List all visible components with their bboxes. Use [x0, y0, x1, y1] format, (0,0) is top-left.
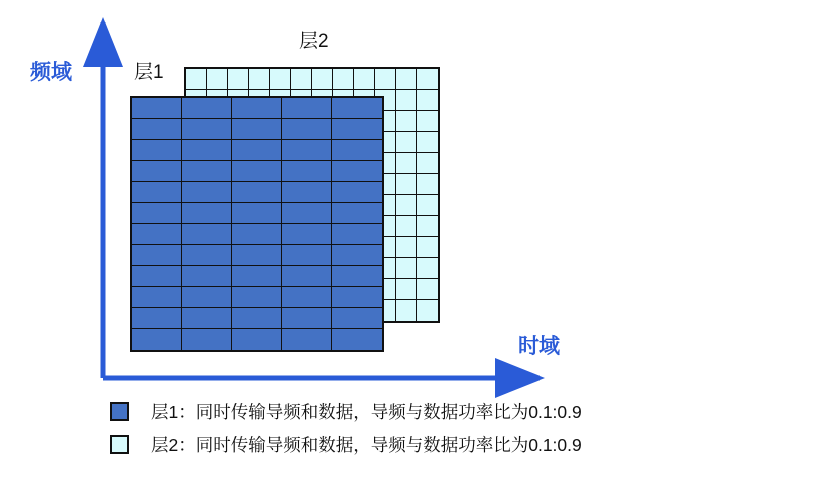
- resource-cell: [228, 69, 249, 90]
- resource-cell: [232, 245, 282, 266]
- resource-cell: [417, 132, 438, 153]
- resource-cell: [282, 161, 332, 182]
- resource-cell: [282, 329, 332, 350]
- resource-cell: [332, 161, 382, 182]
- resource-cell: [132, 140, 182, 161]
- resource-cell: [332, 245, 382, 266]
- resource-cell: [132, 98, 182, 119]
- layer1-grid: [130, 96, 384, 352]
- resource-cell: [232, 224, 282, 245]
- resource-cell: [333, 69, 354, 90]
- resource-cell: [396, 279, 417, 300]
- resource-cell: [282, 98, 332, 119]
- resource-cell: [332, 203, 382, 224]
- resource-cell: [132, 203, 182, 224]
- resource-cell: [396, 111, 417, 132]
- resource-cell: [396, 258, 417, 279]
- resource-cell: [182, 329, 232, 350]
- y-axis-label: 频域: [30, 61, 72, 84]
- legend: [110, 395, 810, 461]
- resource-cell: [417, 69, 438, 90]
- resource-cell: [270, 69, 291, 90]
- resource-cell: [232, 266, 282, 287]
- resource-cell: [332, 119, 382, 140]
- resource-cell: [182, 308, 232, 329]
- resource-cell: [332, 224, 382, 245]
- resource-cell: [186, 69, 207, 90]
- resource-cell: [417, 237, 438, 258]
- resource-cell: [132, 182, 182, 203]
- resource-cell: [396, 69, 417, 90]
- resource-cell: [332, 329, 382, 350]
- resource-cell: [417, 300, 438, 321]
- legend-item-layer1: [110, 395, 810, 428]
- resource-cell: [282, 140, 332, 161]
- resource-cell: [332, 266, 382, 287]
- resource-cell: [354, 69, 375, 90]
- resource-cell: [207, 69, 228, 90]
- resource-cell: [232, 182, 282, 203]
- resource-cell: [182, 266, 232, 287]
- legend-swatch-layer2: [110, 435, 129, 454]
- resource-cell: [396, 132, 417, 153]
- resource-cell: [282, 203, 332, 224]
- resource-cell: [396, 174, 417, 195]
- resource-cell: [132, 161, 182, 182]
- resource-cell: [282, 224, 332, 245]
- resource-cell: [182, 140, 232, 161]
- resource-cell: [291, 69, 312, 90]
- resource-cell: [132, 119, 182, 140]
- resource-cell: [332, 140, 382, 161]
- resource-cell: [312, 69, 333, 90]
- resource-cell: [282, 182, 332, 203]
- layer1-title: 层1: [134, 62, 164, 83]
- resource-cell: [417, 279, 438, 300]
- resource-cell: [182, 161, 232, 182]
- resource-cell: [282, 287, 332, 308]
- resource-cell: [396, 195, 417, 216]
- legend-label-layer1: 层1：同时传输导频和数据，导频与数据功率比为0.1:0.9: [151, 402, 582, 422]
- resource-cell: [396, 237, 417, 258]
- resource-cell: [396, 153, 417, 174]
- resource-cell: [232, 203, 282, 224]
- resource-cell: [132, 245, 182, 266]
- legend-swatch-layer1: [110, 402, 129, 421]
- resource-cell: [332, 287, 382, 308]
- resource-cell: [332, 98, 382, 119]
- resource-cell: [417, 216, 438, 237]
- resource-cell: [417, 111, 438, 132]
- resource-cell: [249, 69, 270, 90]
- resource-cell: [132, 224, 182, 245]
- resource-cell: [182, 182, 232, 203]
- resource-cell: [417, 258, 438, 279]
- resource-cell: [132, 266, 182, 287]
- resource-cell: [282, 308, 332, 329]
- resource-cell: [375, 69, 396, 90]
- layer2-title: 层2: [299, 31, 329, 52]
- resource-cell: [182, 224, 232, 245]
- legend-item-layer2: [110, 428, 810, 461]
- resource-cell: [417, 90, 438, 111]
- resource-cell: [232, 140, 282, 161]
- resource-cell: [132, 308, 182, 329]
- resource-cell: [232, 119, 282, 140]
- resource-cell: [417, 174, 438, 195]
- resource-cell: [232, 287, 282, 308]
- resource-cell: [232, 329, 282, 350]
- resource-cell: [396, 216, 417, 237]
- resource-cell: [182, 98, 232, 119]
- resource-cell: [182, 119, 232, 140]
- resource-cell: [332, 182, 382, 203]
- resource-cell: [417, 195, 438, 216]
- legend-label-layer2: 层2：同时传输导频和数据，导频与数据功率比为0.1:0.9: [151, 435, 582, 455]
- resource-cell: [396, 300, 417, 321]
- resource-cell: [282, 245, 332, 266]
- resource-cell: [182, 203, 232, 224]
- resource-cell: [396, 90, 417, 111]
- resource-cell: [332, 308, 382, 329]
- resource-cell: [182, 287, 232, 308]
- resource-cell: [282, 266, 332, 287]
- resource-cell: [182, 245, 232, 266]
- resource-cell: [282, 119, 332, 140]
- resource-cell: [417, 153, 438, 174]
- resource-cell: [232, 161, 282, 182]
- resource-cell: [232, 98, 282, 119]
- x-axis-label: 时域: [518, 335, 560, 358]
- resource-cell: [232, 308, 282, 329]
- resource-cell: [132, 287, 182, 308]
- resource-cell: [132, 329, 182, 350]
